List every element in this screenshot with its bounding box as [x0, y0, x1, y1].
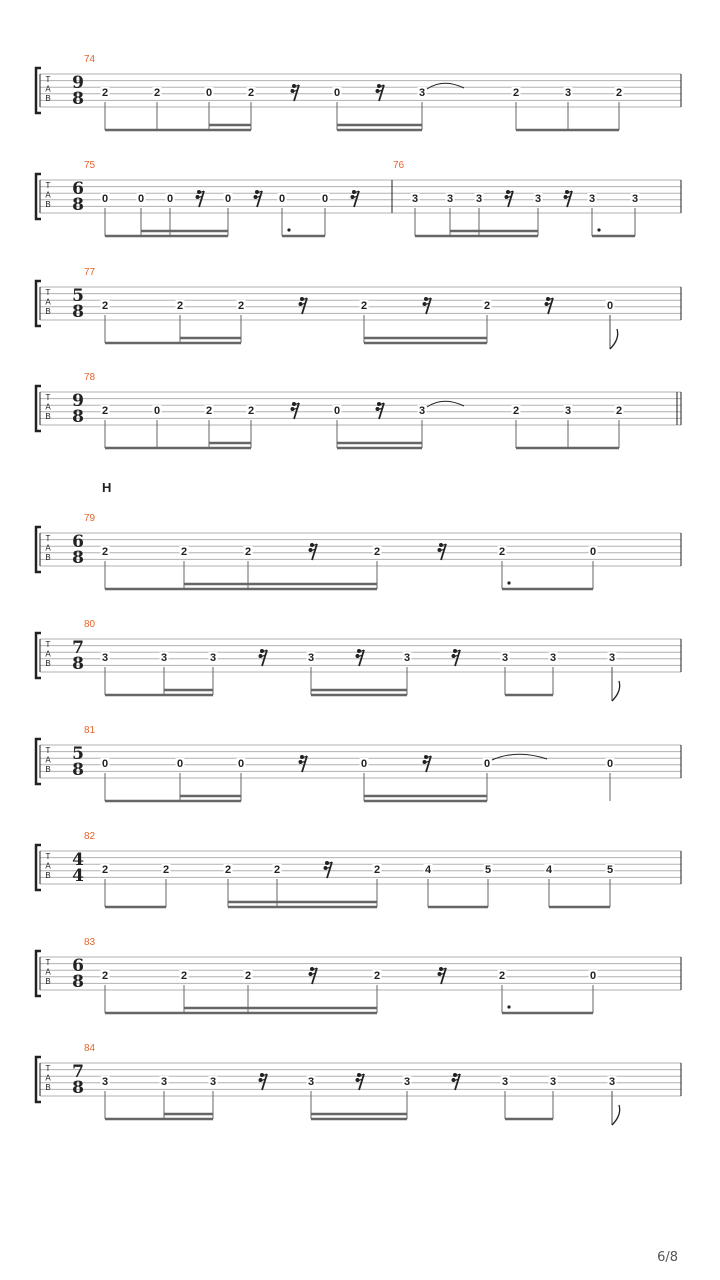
fret-number: 2 — [512, 405, 520, 417]
time-signature-numerator: 9 — [72, 73, 84, 93]
tab-clef-letter: A — [45, 755, 51, 765]
fret-number: 3 — [608, 652, 616, 664]
fret-number: 4 — [545, 864, 553, 876]
fret-number: 0 — [606, 300, 614, 312]
tab-clef-letter: T — [45, 288, 51, 297]
sixteenth-rest-icon — [452, 1073, 461, 1090]
fret-number: 2 — [247, 87, 255, 99]
fret-number: 0 — [101, 758, 109, 770]
time-signature-denominator: 8 — [72, 548, 84, 568]
fret-number: 2 — [180, 546, 188, 558]
fret-number: 0 — [278, 193, 286, 205]
tab-clef-letter: B — [45, 553, 51, 562]
note-flag-icon — [612, 1105, 620, 1125]
tab-clef-letter: A — [45, 297, 51, 307]
measure-number: 83 — [84, 937, 96, 948]
sixteenth-rest-icon — [545, 297, 554, 314]
sixteenth-rest-icon — [564, 190, 573, 207]
tab-clef-letter: T — [45, 746, 51, 755]
dot — [507, 581, 510, 584]
time-signature-numerator: 6 — [72, 532, 84, 552]
fret-number: 3 — [564, 87, 572, 99]
measure-number: 76 — [393, 160, 405, 171]
fret-number: 2 — [244, 970, 252, 982]
sixteenth-rest-icon — [423, 297, 432, 314]
fret-number: 2 — [205, 405, 213, 417]
fret-number: 3 — [564, 405, 572, 417]
tab-system — [36, 372, 681, 448]
fret-number: 2 — [101, 405, 109, 417]
tab-clef-letter: B — [45, 200, 51, 209]
measure-number: 84 — [84, 1043, 96, 1054]
fret-number: 2 — [498, 970, 506, 982]
fret-number: 0 — [333, 405, 341, 417]
tab-clef-letter: B — [45, 871, 51, 880]
fret-number: 2 — [162, 864, 170, 876]
time-signature-denominator: 8 — [72, 195, 84, 215]
fret-number: 3 — [418, 87, 426, 99]
fret-number: 3 — [588, 193, 596, 205]
sixteenth-rest-icon — [376, 402, 385, 419]
time-signature-numerator: 4 — [72, 850, 84, 870]
tie-arc — [427, 83, 464, 89]
sixteenth-rest-icon — [351, 190, 360, 207]
tab-system — [36, 1043, 681, 1125]
time-signature-numerator: 7 — [72, 1062, 84, 1082]
time-signature-numerator: 6 — [72, 956, 84, 976]
fret-number: 2 — [373, 970, 381, 982]
fret-number: 2 — [373, 864, 381, 876]
tab-system — [36, 267, 681, 349]
tab-clef-letter: T — [45, 75, 51, 84]
sixteenth-rest-icon — [196, 190, 205, 207]
time-signature-denominator: 8 — [72, 89, 84, 109]
tab-clef-letter: B — [45, 977, 51, 986]
tie-arc — [427, 401, 464, 407]
fret-number: 3 — [160, 1076, 168, 1088]
time-signature-denominator: 8 — [72, 760, 84, 780]
fret-number: 2 — [247, 405, 255, 417]
note-flag-icon — [610, 329, 618, 349]
sixteenth-rest-icon — [423, 755, 432, 772]
tab-system — [36, 619, 681, 701]
fret-number: 3 — [418, 405, 426, 417]
sixteenth-rest-icon — [309, 543, 318, 560]
tie-arc — [492, 754, 547, 760]
tab-clef-letter: T — [45, 852, 51, 861]
tab-clef-letter: T — [45, 640, 51, 649]
tab-clef-letter: A — [45, 84, 51, 94]
fret-number: 3 — [411, 193, 419, 205]
sixteenth-rest-icon — [324, 861, 333, 878]
note-flag-icon — [612, 681, 620, 701]
measure-number: 80 — [84, 619, 96, 630]
tab-system — [36, 480, 681, 589]
time-signature-denominator: 8 — [72, 1078, 84, 1098]
dot — [507, 1005, 510, 1008]
fret-number: 3 — [501, 652, 509, 664]
tab-clef-letter: B — [45, 307, 51, 316]
fret-number: 3 — [501, 1076, 509, 1088]
tab-system — [36, 54, 681, 130]
time-signature-denominator: 8 — [72, 972, 84, 992]
fret-number: 2 — [101, 970, 109, 982]
fret-number: 2 — [101, 864, 109, 876]
tab-clef-letter: B — [45, 659, 51, 668]
sixteenth-rest-icon — [299, 755, 308, 772]
fret-number: 0 — [360, 758, 368, 770]
tab-clef-letter: A — [45, 649, 51, 659]
measure-number: 82 — [84, 831, 96, 842]
fret-number: 2 — [615, 405, 623, 417]
sixteenth-rest-icon — [259, 1073, 268, 1090]
sixteenth-rest-icon — [438, 967, 447, 984]
measure-number: 77 — [84, 267, 96, 278]
tab-clef-letter: B — [45, 94, 51, 103]
tab-clef-letter: B — [45, 1083, 51, 1092]
fret-number: 3 — [403, 1076, 411, 1088]
fret-number: 2 — [615, 87, 623, 99]
fret-number: 2 — [483, 300, 491, 312]
time-signature-numerator: 9 — [72, 391, 84, 411]
sixteenth-rest-icon — [309, 967, 318, 984]
fret-number: 2 — [101, 87, 109, 99]
sixteenth-rest-icon — [291, 402, 300, 419]
tab-clef-letter: A — [45, 1073, 51, 1083]
fret-number: 0 — [101, 193, 109, 205]
fret-number: 3 — [160, 652, 168, 664]
fret-number: 0 — [483, 758, 491, 770]
dot — [597, 228, 600, 231]
sixteenth-rest-icon — [259, 649, 268, 666]
sixteenth-rest-icon — [452, 649, 461, 666]
tab-clef-letter: A — [45, 861, 51, 871]
measure-number: 78 — [84, 372, 96, 383]
fret-number: 3 — [608, 1076, 616, 1088]
fret-number: 0 — [176, 758, 184, 770]
tab-clef-letter: T — [45, 181, 51, 190]
fret-number: 2 — [273, 864, 281, 876]
time-signature-denominator: 8 — [72, 407, 84, 427]
tab-clef-letter: A — [45, 967, 51, 977]
fret-number: 3 — [534, 193, 542, 205]
sixteenth-rest-icon — [291, 84, 300, 101]
sixteenth-rest-icon — [505, 190, 514, 207]
tab-clef-letter: B — [45, 412, 51, 421]
tab-clef-letter: T — [45, 958, 51, 967]
fret-number: 2 — [153, 87, 161, 99]
tab-clef-letter: A — [45, 402, 51, 412]
time-signature-denominator: 4 — [72, 866, 84, 886]
fret-number: 3 — [307, 1076, 315, 1088]
tab-clef-letter: T — [45, 393, 51, 402]
fret-number: 2 — [101, 546, 109, 558]
sixteenth-rest-icon — [254, 190, 263, 207]
fret-number: 3 — [631, 193, 639, 205]
page-number: 6/8 — [657, 1250, 678, 1265]
time-signature-denominator: 8 — [72, 654, 84, 674]
fret-number: 3 — [209, 1076, 217, 1088]
tab-clef-letter: T — [45, 534, 51, 543]
fret-number: 2 — [498, 546, 506, 558]
fret-number: 2 — [373, 546, 381, 558]
fret-number: 3 — [403, 652, 411, 664]
fret-number: 3 — [549, 1076, 557, 1088]
fret-number: 2 — [101, 300, 109, 312]
fret-number: 3 — [101, 1076, 109, 1088]
time-signature-denominator: 8 — [72, 302, 84, 322]
measure-number: 81 — [84, 725, 96, 736]
tab-system — [36, 831, 681, 907]
time-signature-numerator: 7 — [72, 638, 84, 658]
fret-number: 2 — [176, 300, 184, 312]
fret-number: 0 — [153, 405, 161, 417]
sixteenth-rest-icon — [299, 297, 308, 314]
time-signature-numerator: 6 — [72, 179, 84, 199]
tab-system — [36, 160, 681, 236]
dot — [287, 228, 290, 231]
fret-number: 5 — [606, 864, 614, 876]
fret-number: 2 — [224, 864, 232, 876]
time-signature-numerator: 5 — [72, 744, 84, 764]
fret-number: 3 — [475, 193, 483, 205]
fret-number: 0 — [321, 193, 329, 205]
fret-number: 2 — [180, 970, 188, 982]
fret-number: 0 — [224, 193, 232, 205]
fret-number: 3 — [549, 652, 557, 664]
fret-number: 5 — [484, 864, 492, 876]
fret-number: 0 — [137, 193, 145, 205]
measure-number: 75 — [84, 160, 96, 171]
fret-number: 4 — [424, 864, 432, 876]
measure-number: 79 — [84, 513, 96, 524]
tab-clef-letter: B — [45, 765, 51, 774]
tab-clef-letter: T — [45, 1064, 51, 1073]
fret-number: 3 — [307, 652, 315, 664]
time-signature-numerator: 5 — [72, 286, 84, 306]
fret-number: 3 — [101, 652, 109, 664]
fret-number: 2 — [244, 546, 252, 558]
fret-number: 3 — [446, 193, 454, 205]
fret-number: 2 — [360, 300, 368, 312]
fret-number: 0 — [205, 87, 213, 99]
sixteenth-rest-icon — [356, 1073, 365, 1090]
sixteenth-rest-icon — [376, 84, 385, 101]
fret-number: 0 — [606, 758, 614, 770]
section-marker: H — [102, 480, 112, 495]
sixteenth-rest-icon — [356, 649, 365, 666]
tab-clef-letter: A — [45, 543, 51, 553]
measure-number: 74 — [84, 54, 96, 65]
sixteenth-rest-icon — [438, 543, 447, 560]
tab-system — [36, 725, 681, 801]
fret-number: 0 — [166, 193, 174, 205]
fret-number: 0 — [237, 758, 245, 770]
tab-system — [36, 937, 681, 1013]
fret-number: 3 — [209, 652, 217, 664]
fret-number: 2 — [237, 300, 245, 312]
fret-number: 0 — [589, 546, 597, 558]
fret-number: 0 — [333, 87, 341, 99]
fret-number: 0 — [589, 970, 597, 982]
tab-clef-letter: A — [45, 190, 51, 200]
fret-number: 2 — [512, 87, 520, 99]
